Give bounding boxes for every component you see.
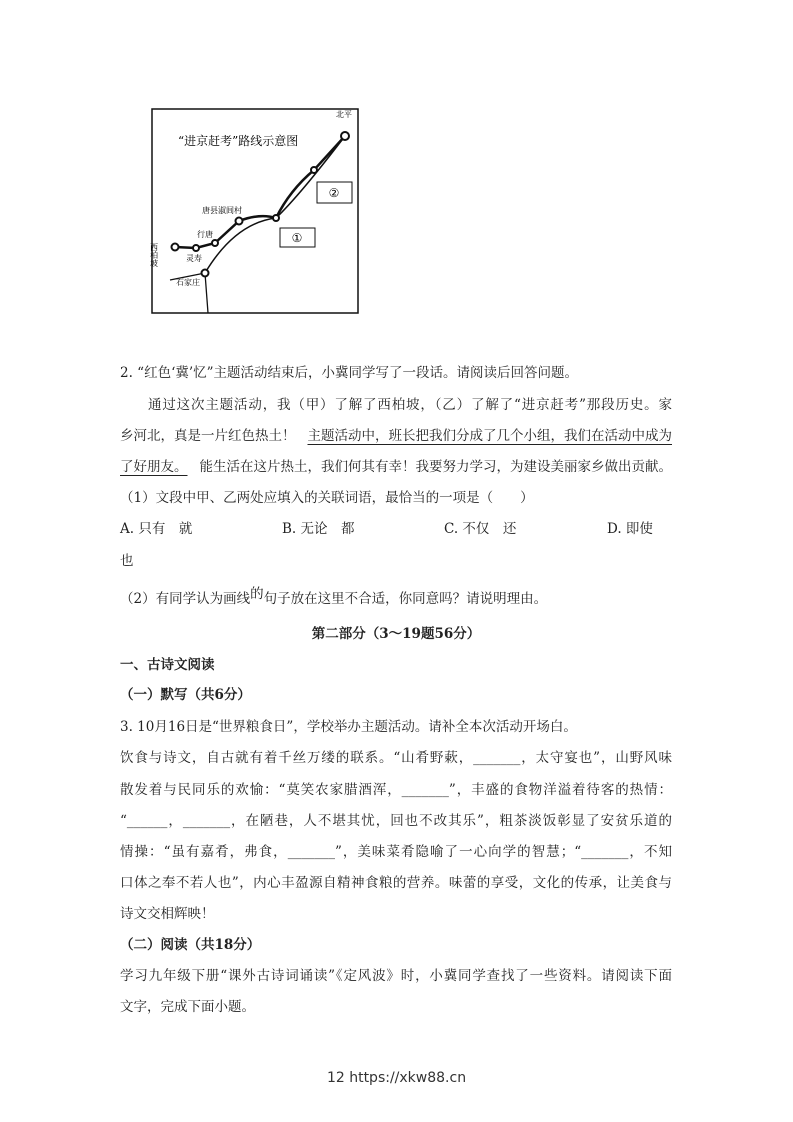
q3-stem: 3. 10月16日是“世界粮食日”，学校举办主题活动。请补全本次活动开场白。 — [120, 719, 577, 735]
label-xingtang: 行唐 — [197, 230, 213, 239]
q2-sub2 — [120, 586, 672, 608]
marker-1: ① — [291, 231, 303, 245]
underlined-sentence: 主题活动中，班长把我们分成了几个小组，我们在活动中成为 — [307, 428, 672, 444]
option-a: A. 只有 就 — [120, 521, 193, 537]
node-beiping — [341, 132, 349, 140]
q2-sub1: （1）文段中甲、乙两处应填入的关联词语，最恰当的一项是（ ） — [120, 490, 534, 506]
label-lingshou: 灵寿 — [186, 254, 202, 263]
q3-line: 口体之奉不若人也”，内心丰盈源自精神食粮的营养。味蕾的享受，文化的传承，让美食与 — [120, 875, 672, 891]
node-lingshou — [193, 245, 199, 251]
label-beiping: 北平 — [336, 110, 352, 119]
q3-line: 诗文交相辉映！ — [120, 906, 215, 922]
underlined-sentence-end: 了好朋友。 — [120, 459, 188, 475]
railway-line — [205, 136, 345, 273]
reading-intro: 文字，完成下面小题。 — [120, 999, 255, 1015]
option-d-wrap: 也 — [120, 553, 134, 569]
subsection1-heading: （一）默写（共6分） — [120, 687, 251, 703]
q2-para-line2 — [120, 427, 672, 445]
q2-sub2-text: 句子放在这里不合适，你同意吗？请说明理由。 — [263, 591, 548, 607]
route-map — [140, 95, 365, 320]
map-title: “进京赶考”路线示意图 — [178, 134, 299, 148]
q3-line: 散发着与民同乐的欢愉：“莫笑农家腊酒浑，_______”，丰盛的食物洋溢着待客的热情： — [120, 782, 672, 798]
q3-line: “______，_______，在陋巷，人不堪其忧，回也不改其乐”，粗茶淡饭彰显了安贫乐道的 — [120, 813, 672, 829]
q3-line: 情操：“虽有嘉肴，弗食，_______”，美味菜肴隐喻了一心向学的智慧；“_______，不知 — [120, 844, 672, 860]
page-footer: 12 https://xkw88.cn — [326, 1070, 467, 1086]
node-shijiazhuang — [202, 270, 209, 277]
node-1 — [273, 215, 279, 221]
option-d: D. 即使 — [607, 521, 653, 537]
node-tangxian — [236, 218, 243, 225]
marker-2: ② — [328, 186, 340, 200]
q2-para-text: 乡河北，真是一片红色热土！ — [120, 428, 296, 444]
node-xibaipo — [172, 244, 179, 251]
label-xibaipo: 西柏坡 — [149, 243, 159, 267]
node-2 — [311, 167, 317, 173]
section1-heading: 一、古诗文阅读 — [120, 657, 215, 673]
q2-sub2-text: （2）有同学认为画线 — [120, 591, 251, 607]
q2-para-text: 能生活在这片热土，我们何其有幸！我要努力学习，为建设美丽家乡做出贡献。 — [199, 459, 672, 475]
part2-heading: 第二部分（3～19题56分） — [311, 626, 481, 642]
q2-para-line1: 通过这次主题活动，我（甲）了解了西柏坡，（乙）了解了“进京赶考”那段历史。家 — [148, 397, 672, 413]
option-c: C. 不仅 还 — [444, 521, 517, 537]
label-tangxian: 唐县淑闾村 — [202, 206, 242, 215]
label-shijiazhuang: 石家庄 — [176, 278, 200, 287]
q2-para-line3 — [120, 458, 672, 476]
reading-intro: 学习九年级下册“课外古诗词诵读”《定风波》时，小冀同学查找了一些资料。请阅读下面 — [120, 968, 672, 984]
q2-stem: 2. “红色‘冀’忆”主题活动结束后，小冀同学写了一段话。请阅读后回答问题。 — [120, 365, 579, 381]
q2-sub2-raised: 的 — [250, 586, 264, 602]
q3-line: 饮食与诗文，自古就有着千丝万缕的联系。“山肴野蔌，_______，太守宴也”，山野风味 — [120, 750, 672, 766]
subsection2-heading: （二）阅读（共18分） — [120, 937, 261, 953]
node-xingtang — [212, 240, 218, 246]
option-b: B. 无论 都 — [282, 521, 355, 537]
